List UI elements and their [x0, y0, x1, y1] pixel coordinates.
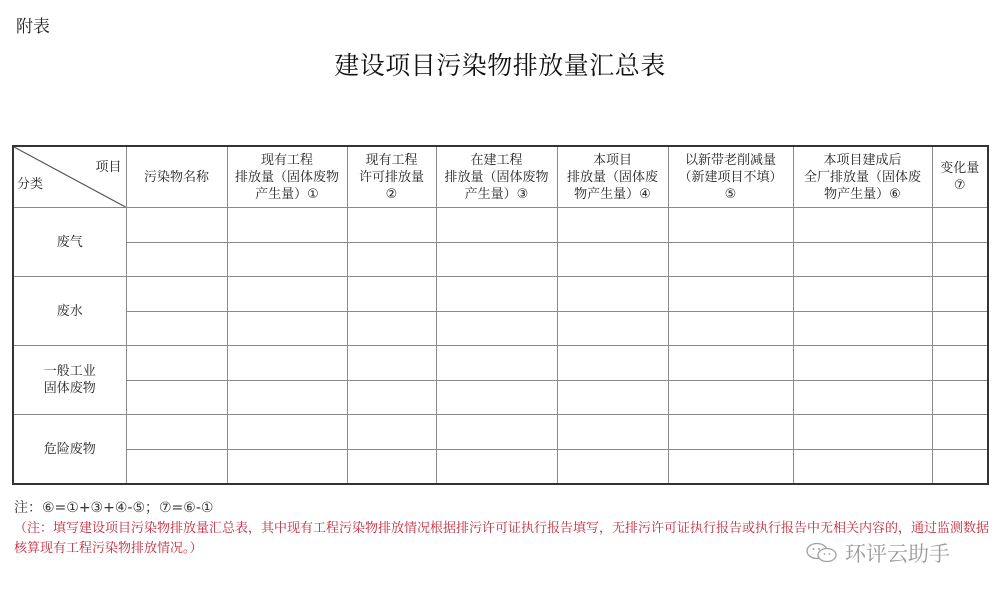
table-cell[interactable]: [557, 311, 668, 346]
watermark: [805, 538, 950, 568]
table-cell[interactable]: [793, 208, 932, 243]
table-cell[interactable]: [668, 380, 793, 415]
corner-category-label: 分类: [17, 177, 44, 192]
table-cell[interactable]: [557, 242, 668, 277]
wechat-icon: [805, 542, 839, 564]
table-cell[interactable]: [436, 242, 557, 277]
table-cell[interactable]: [347, 311, 436, 346]
table-cell[interactable]: [557, 415, 668, 450]
table-cell[interactable]: [436, 380, 557, 415]
table-cell[interactable]: [227, 242, 347, 277]
corner-item-label: 项目: [95, 160, 122, 175]
table-cell[interactable]: [668, 415, 793, 450]
table-cell[interactable]: [227, 449, 347, 484]
formula-note: 注：⑥=①+③+④-⑤；⑦=⑥-①: [14, 500, 214, 516]
table-cell[interactable]: [557, 449, 668, 484]
table-cell[interactable]: [347, 277, 436, 312]
table-cell[interactable]: [793, 449, 932, 484]
table-cell[interactable]: [932, 242, 988, 277]
table-cell[interactable]: [557, 277, 668, 312]
table-cell[interactable]: [347, 415, 436, 450]
header-after-completion: 本项目建成后 全厂排放量（固体废 物产生量）⑥: [793, 146, 932, 208]
table-cell[interactable]: [347, 346, 436, 381]
table-cell[interactable]: [668, 311, 793, 346]
table-cell[interactable]: [227, 415, 347, 450]
table-cell[interactable]: [227, 208, 347, 243]
page-title: 建设项目污染物排放量汇总表: [334, 51, 666, 80]
table-cell[interactable]: [668, 277, 793, 312]
table-row: [13, 242, 988, 277]
table-row: [13, 449, 988, 484]
category-waste-gas: 废气: [13, 208, 126, 277]
table-cell[interactable]: [227, 277, 347, 312]
appendix-label: 附表: [16, 17, 50, 37]
table-cell[interactable]: [668, 208, 793, 243]
header-row: [13, 146, 988, 208]
table-cell[interactable]: [793, 415, 932, 450]
table-cell[interactable]: [436, 311, 557, 346]
table-row: [13, 380, 988, 415]
table-cell[interactable]: [793, 380, 932, 415]
header-existing-permit: 现有工程 许可排放量 ②: [347, 146, 436, 208]
table-cell[interactable]: [436, 449, 557, 484]
table-row: [13, 277, 988, 312]
table-cell[interactable]: [557, 208, 668, 243]
table-cell[interactable]: [126, 346, 227, 381]
table-row: [13, 208, 988, 243]
table-cell[interactable]: [932, 449, 988, 484]
header-pollutant-name: 污染物名称: [126, 146, 227, 208]
header-change: 变化量 ⑦: [932, 146, 988, 208]
fill-instruction-note: （注：填写建设项目污染物排放量汇总表，其中现有工程污染物排放情况根据排污许可证执行报告填写，无排污许可证执行报告或执行报告中无相关内容的，通过监测数据核算现有工程污染物排放情况。）: [14, 521, 990, 556]
table-cell[interactable]: [932, 415, 988, 450]
table-cell[interactable]: [932, 346, 988, 381]
table-row: [13, 311, 988, 346]
table-cell[interactable]: [126, 242, 227, 277]
corner-diagonal-header: [13, 146, 126, 208]
table-cell[interactable]: [347, 242, 436, 277]
table-cell[interactable]: [932, 277, 988, 312]
table-cell[interactable]: [227, 346, 347, 381]
table-cell[interactable]: [436, 346, 557, 381]
category-waste-water: 废水: [13, 277, 126, 346]
table-cell[interactable]: [793, 277, 932, 312]
table-cell[interactable]: [126, 380, 227, 415]
table-cell[interactable]: [126, 415, 227, 450]
header-existing-emission: 现有工程 排放量（固体废物 产生量）①: [227, 146, 347, 208]
pollutant-summary-table: [12, 145, 989, 485]
table-cell[interactable]: [347, 449, 436, 484]
table-cell[interactable]: [793, 242, 932, 277]
table-cell[interactable]: [668, 346, 793, 381]
table-cell[interactable]: [347, 208, 436, 243]
category-general-solid-waste: 一般工业 固体废物: [13, 346, 126, 415]
table-row: [13, 346, 988, 381]
watermark-text: 环评云助手: [845, 542, 950, 566]
table-cell[interactable]: [557, 346, 668, 381]
table-cell[interactable]: [793, 311, 932, 346]
table-cell[interactable]: [932, 208, 988, 243]
table-cell[interactable]: [227, 380, 347, 415]
table-cell[interactable]: [347, 380, 436, 415]
header-under-construction: 在建工程 排放量（固体废物 产生量）③: [436, 146, 557, 208]
header-reduction: 以新带老削减量 （新建项目不填） ⑤: [668, 146, 793, 208]
table-cell[interactable]: [126, 449, 227, 484]
table-cell[interactable]: [668, 242, 793, 277]
table-cell[interactable]: [932, 380, 988, 415]
table-cell[interactable]: [932, 311, 988, 346]
table-cell[interactable]: [668, 449, 793, 484]
table-cell[interactable]: [557, 380, 668, 415]
category-hazardous-waste: 危险废物: [13, 415, 126, 485]
table-cell[interactable]: [436, 415, 557, 450]
table-cell[interactable]: [126, 277, 227, 312]
table-row: [13, 415, 988, 450]
table-cell[interactable]: [793, 346, 932, 381]
table-cell[interactable]: [126, 208, 227, 243]
table-cell[interactable]: [436, 208, 557, 243]
header-this-project: 本项目 排放量（固体废 物产生量）④: [557, 146, 668, 208]
table-cell[interactable]: [227, 311, 347, 346]
table-cell[interactable]: [436, 277, 557, 312]
table-cell[interactable]: [126, 311, 227, 346]
